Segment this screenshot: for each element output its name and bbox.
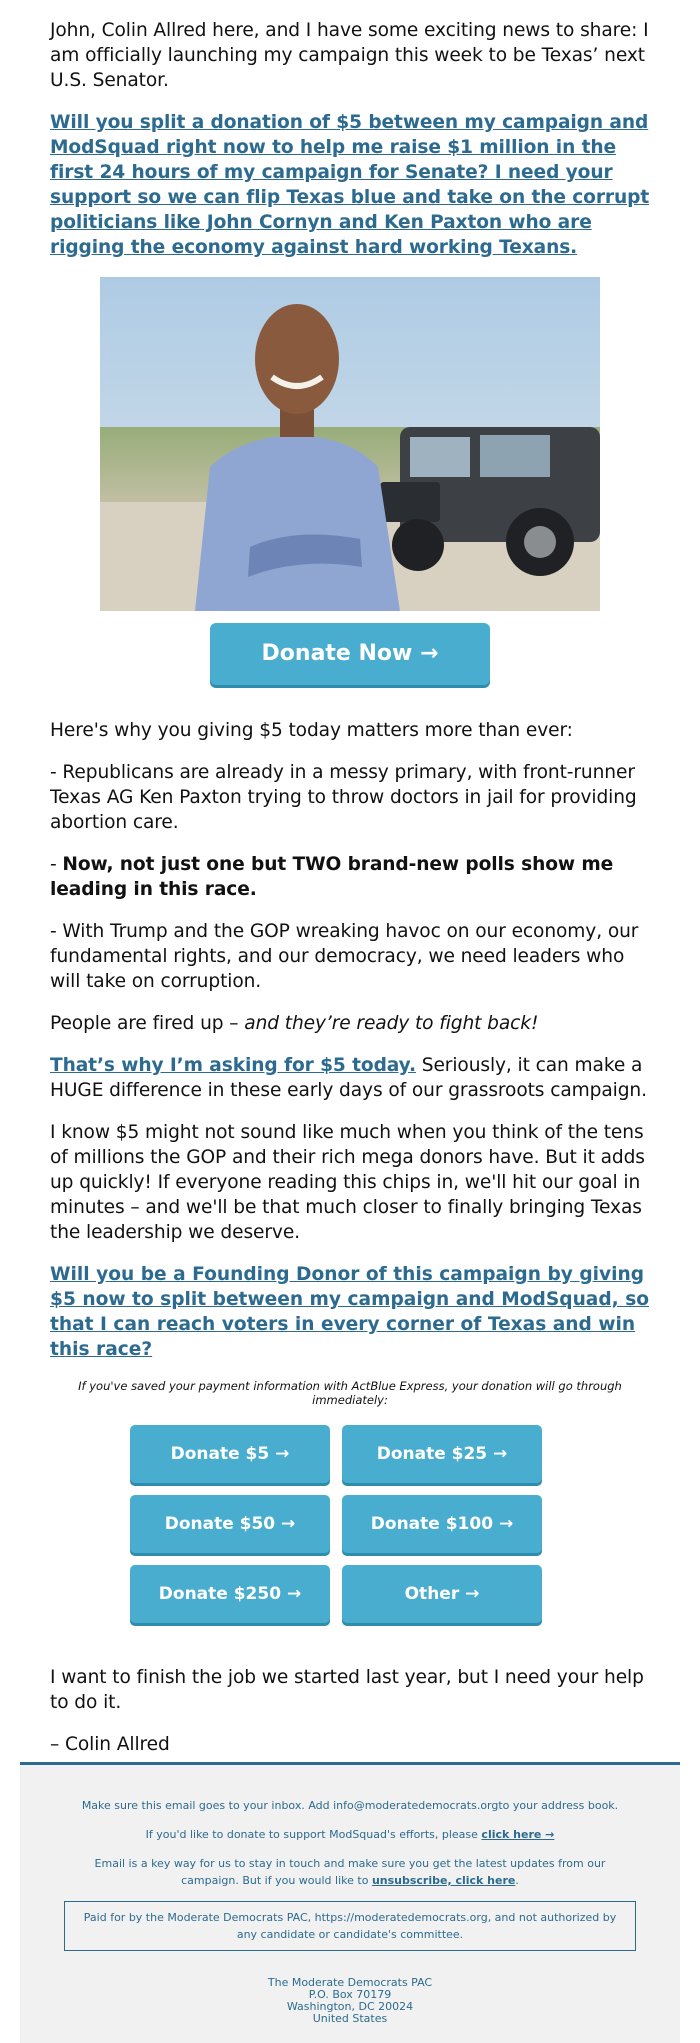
mailing-address: The Moderate Democrats PAC P.O. Box 70179 Washington, DC 20024 United States bbox=[267, 1976, 433, 2025]
actblue-express-note: If you've saved your payment information with ActBlue Express, your donation will go through immediately: bbox=[78, 1379, 622, 1407]
bullet-paxton: - Republicans are already in a messy primary, with front-runner Texas AG Ken Paxton trying to throw doctors in jail for providing abortion care. bbox=[50, 762, 637, 833]
hero-image[interactable] bbox=[100, 277, 600, 611]
finish-paragraph: I want to finish the job we started last year, but I need your help to do it. bbox=[50, 1667, 644, 1713]
know-paragraph: I know $5 might not sound like much when you think of the tens of millions the GOP and their rich mega donors have. But it adds up quickly! If everyone reading this chips in, we'll hit our goal in minutes – and we'll be that much closer to finally bringing Texas the leadership we deserve. bbox=[50, 1122, 645, 1243]
donate-now-button[interactable]: Donate Now → bbox=[210, 623, 490, 685]
footer-donate-link[interactable]: click here → bbox=[481, 1828, 555, 1841]
donate-25-button[interactable]: Donate $25 → bbox=[342, 1425, 542, 1483]
lead-donation-link[interactable]: Will you split a donation of $5 between my campaign and ModSquad right now to help me raise $1 million in the first 24 hours of my campaign for Senate? I need your support so we can flip Texas blue and take on the corrupt politicians like John Cornyn and Ken Paxton who are rigging the economy against hard working Texans. bbox=[50, 112, 650, 258]
asking-paragraph: That’s why I’m asking for $5 today. Seriously, it can make a HUGE difference in these early days of our grassroots campaign. bbox=[50, 1055, 647, 1101]
donate-50-button[interactable]: Donate $50 → bbox=[130, 1495, 330, 1553]
signoff: – Colin Allred bbox=[50, 1734, 170, 1755]
fired-up-paragraph: People are fired up – and they’re ready to fight back! bbox=[50, 1013, 539, 1034]
footer-inbox-note: Make sure this email goes to your inbox. Add info@moderatedemocrats.orgto your address book. bbox=[81, 1799, 619, 1812]
unsubscribe-link[interactable]: unsubscribe, click here bbox=[371, 1874, 516, 1887]
donate-button-grid bbox=[50, 1425, 650, 1643]
footer-email-line: Email is a key way for us to stay in touch and make sure you get the latest updates from our campaign. But if you would like to unsubscribe, click here. bbox=[94, 1857, 606, 1887]
founding-donor-link[interactable]: Will you be a Founding Donor of this campaign by giving $5 now to split between my campaign and ModSquad, so that I can reach voters in every corner of Texas and win this race? bbox=[50, 1264, 650, 1360]
footer-donate-line: If you'd like to donate to support ModSquad's efforts, please click here → bbox=[145, 1828, 555, 1841]
bullet-trump: - With Trump and the GOP wreaking havoc on our economy, our fundamental rights, and our democracy, we need leaders who will take on corruption. bbox=[50, 921, 639, 992]
donate-100-button[interactable]: Donate $100 → bbox=[342, 1495, 542, 1553]
donate-250-button[interactable]: Donate $250 → bbox=[130, 1565, 330, 1623]
email-body bbox=[50, 18, 650, 1774]
bullet-polls: - Now, not just one but TWO brand-new polls show me leading in this race. bbox=[50, 854, 614, 900]
lead-paragraph bbox=[50, 110, 650, 260]
asking-link[interactable]: That’s why I’m asking for $5 today. bbox=[50, 1055, 416, 1076]
donate-5-button[interactable]: Donate $5 → bbox=[130, 1425, 330, 1483]
intro-paragraph: John, Colin Allred here, and I have some exciting news to share: I am officially launching my campaign this week to be Texas’ next U.S. Senator. bbox=[50, 20, 649, 91]
paid-for-box: Paid for by the Moderate Democrats PAC, https://moderatedemocrats.org, and not authorized by any candidate or candidate's committee. bbox=[64, 1901, 636, 1951]
footer bbox=[20, 1762, 680, 2043]
donate-other-button[interactable]: Other → bbox=[342, 1565, 542, 1623]
why-paragraph: Here's why you giving $5 today matters more than ever: bbox=[50, 720, 573, 741]
